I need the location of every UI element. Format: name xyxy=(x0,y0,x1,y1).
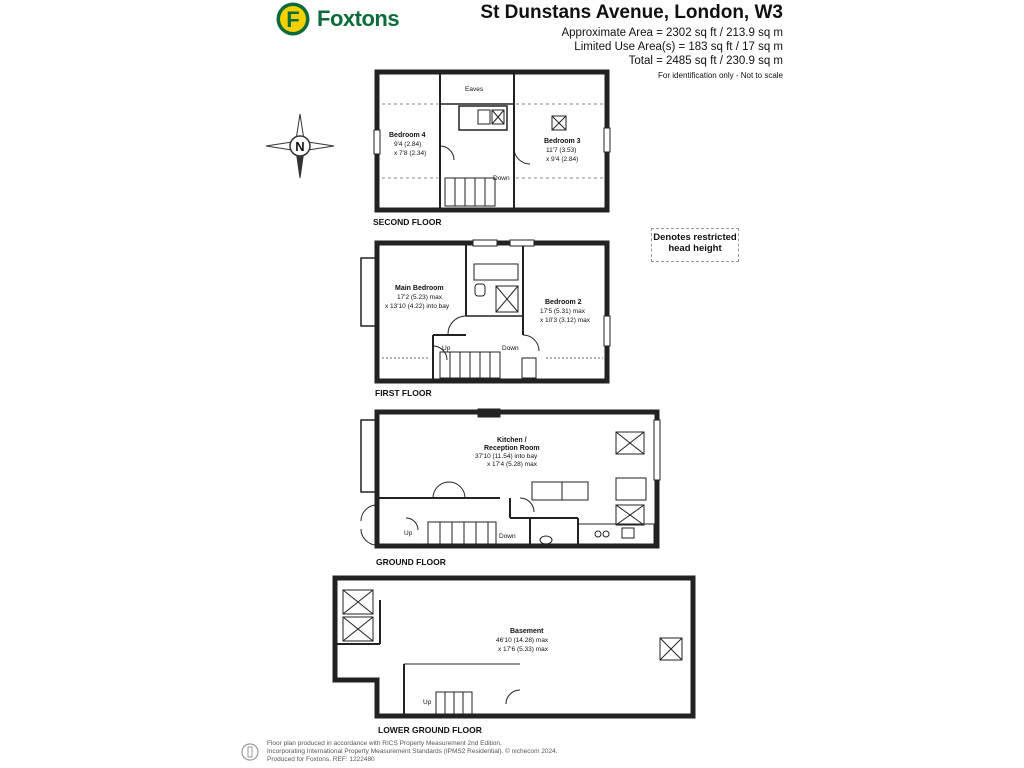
first-up-label: Up xyxy=(442,345,451,352)
bedroom3-dim1: 11'7 (3.53) xyxy=(546,147,577,154)
second-down-label: Down xyxy=(493,175,510,182)
footer-line2: Incorporating International Property Measurement Standards (IPMS2 Residential). © nichecom 2024. xyxy=(267,748,558,755)
bedroom2-name: Bedroom 2 xyxy=(545,299,582,306)
brand-name: Foxtons xyxy=(317,6,400,31)
kitchen-name2: Reception Room xyxy=(484,445,540,452)
total-area: Total = 2485 sq ft / 230.9 sq m xyxy=(628,55,783,67)
footer-notes xyxy=(267,740,558,764)
bedroom3-name: Bedroom 3 xyxy=(544,138,581,145)
eaves-label: Eaves xyxy=(465,86,484,93)
basement-name: Basement xyxy=(510,628,544,635)
bedroom4-dim2: x 7'8 (2.34) xyxy=(394,150,427,157)
kitchen-dim2: x 17'4 (5.28) max xyxy=(487,461,538,468)
lower-ground-floor-label: LOWER GROUND FLOOR xyxy=(378,725,482,735)
ground-floor-label: GROUND FLOOR xyxy=(376,557,446,567)
first-floor-label: FIRST FLOOR xyxy=(375,388,432,398)
ground-up-label: Up xyxy=(404,530,413,537)
first-down-label: Down xyxy=(502,345,519,352)
restricted-height-legend: Denotes restricted head height xyxy=(651,228,739,262)
kitchen-dim1: 37'10 (11.54) into bay xyxy=(475,453,538,460)
logo-letter: F xyxy=(286,7,300,32)
footer-line3: Produced for Foxtons. REF: 1222480 xyxy=(267,756,375,763)
scale-note: For identification only - Not to scale xyxy=(658,71,783,80)
main-bedroom-name: Main Bedroom xyxy=(395,285,444,292)
kitchen-name1: Kitchen / xyxy=(497,437,527,444)
bedroom3-dim2: x 9'4 (2.84) xyxy=(546,156,579,163)
approx-area: Approximate Area = 2302 sq ft / 213.9 sq m xyxy=(561,27,783,39)
rics-logo-icon xyxy=(240,742,260,762)
main-bedroom-dim1: 17'2 (5.23) max xyxy=(397,294,442,301)
bedroom4-name: Bedroom 4 xyxy=(389,132,426,139)
main-bedroom-dim2: x 13'10 (4.22) into bay xyxy=(385,303,450,310)
ground-down-label: Down xyxy=(499,533,516,540)
compass-north-label: N xyxy=(295,139,305,154)
limited-use-area: Limited Use Area(s) = 183 sq ft / 17 sq m xyxy=(574,41,783,53)
ground-floor-plan xyxy=(361,409,660,546)
lower-up-label: Up xyxy=(423,699,432,706)
bedroom2-dim1: 17'5 (5.31) max xyxy=(540,308,585,315)
page-title: St Dunstans Avenue, London, W3 xyxy=(480,2,783,23)
bedroom2-dim2: x 10'3 (3.12) max xyxy=(540,317,591,324)
basement-dim2: x 17'6 (5.33) max xyxy=(498,646,549,653)
second-floor-label: SECOND FLOOR xyxy=(373,217,442,227)
footer-line1: Floor plan produced in accordance with RICS Property Measurement 2nd Edition, xyxy=(267,740,502,747)
bedroom4-dim1: 9'4 (2.84) xyxy=(394,141,422,148)
basement-dim1: 46'10 (14.28) max xyxy=(496,637,549,644)
